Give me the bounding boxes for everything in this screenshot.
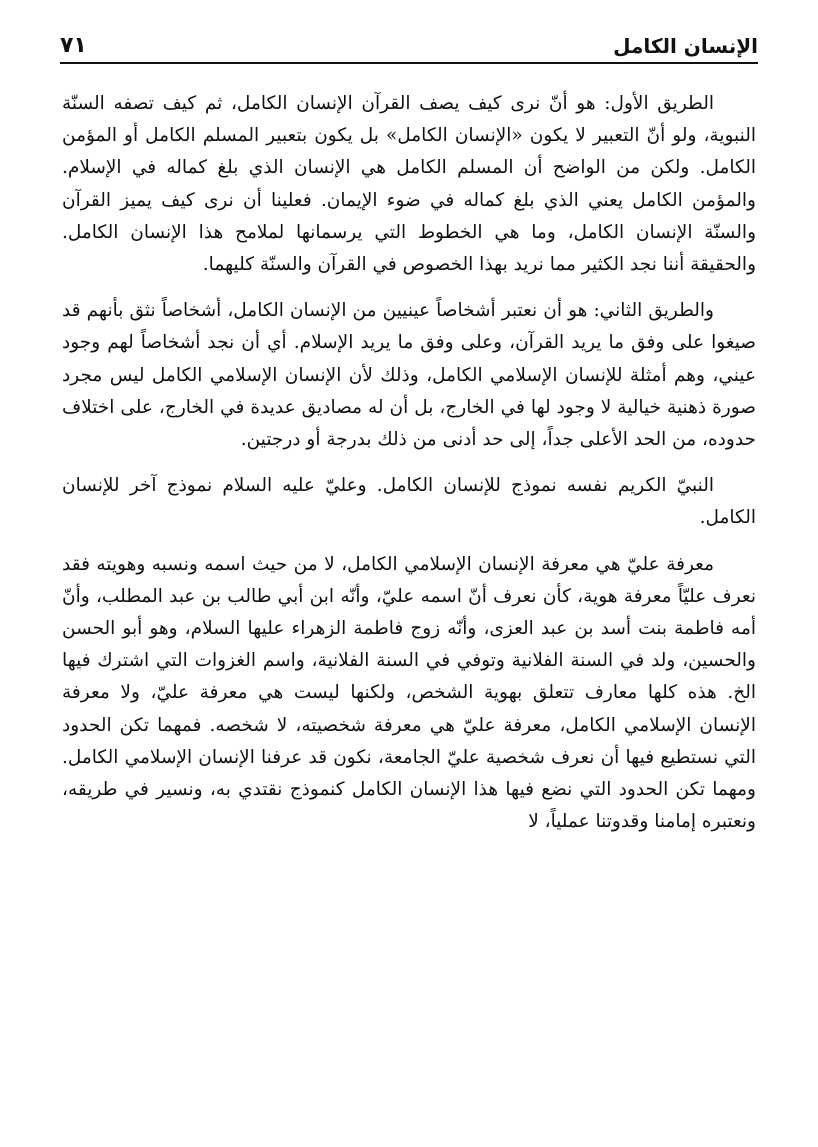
paragraph-first-path: الطريق الأول: هو أنّ نرى كيف يصف القرآن الإنسان الكامل، ثم كيف تصفه السنّة النبوية، ولو أنّ التعبير لا يكون «الإنسان الكامل» بل يكون بتعبير المسلم الكامل أو المؤمن الكامل. ولكن من الواضح أن المسلم الكامل هي الإنسان الذي بلغ كماله في الإسلام. والمؤمن الكامل يعني الذي بلغ كماله في ضوء الإيمان. فعلينا أن نرى كيف يميز القرآن والسنّة الإنسان الكامل، وما هي الخطوط التي يرسمانها لملامح هذا الإنسان الكامل. والحقيقة أننا نجد الكثير مما نريد بهذا الخصوص في القرآن والسنّة كليهما. — [62, 93, 756, 276]
paragraph-second-path: والطريق الثاني: هو أن نعتبر أشخاصاً عينيين من الإنسان الكامل، أشخاصاً نثق بأنهم قد صيغوا على وفق ما يريد القرآن، وعلى وفق ما يريد الإسلام. أي أن نجد أشخاصاً لهم وجود عيني، وهم أمثلة للإنسان الإسلامي الكامل، وذلك لأن الإنسان الإسلامي الكامل ليس مجرد صورة ذهنية خيالية لا وجود لها في الخارج، بل أن له مصاديق عديدة في الخارج، على اختلاف حدوده، من الحد الأعلى جداً، إلى حد أدنى من ذلك بدرجة أو درجتين. — [62, 300, 756, 451]
running-title: الإنسان الكامل — [613, 34, 758, 58]
paragraph-prophet-ali-models: النبيّ الكريم نفسه نموذج للإنسان الكامل. وعليّ عليه السلام نموذج آخر للإنسان الكامل. — [62, 475, 756, 529]
paragraph-knowing-ali: معرفة عليّ هي معرفة الإنسان الإسلامي الكامل، لا من حيث اسمه ونسبه وهويته فقد نعرف عليّاً معرفة هوية، كأن نعرف أنّ اسمه عليّ، وأنّه ابن أبي طالب بن عبد المطلب، وأنّ أمه فاطمة بنت أسد بن عبد العزى، وأنّه زوج فاطمة الزهراء عليها السلام، وهو أبو الحسن والحسين، ولد في السنة الفلانية وتوفي في السنة الفلانية، واسم الغزوات التي اشترك فيها الخ. هذه كلها معارف تتعلق بهوية الشخص، ولكنها ليست هي معرفة عليّ، ولا معرفة الإنسان الإسلامي الكامل، معرفة عليّ هي معرفة شخصيته، لا شخصه. فمهما تكن الحدود التي نستطيع فيها أن نعرف شخصية عليّ الجامعة، نكون قد عرفنا الإنسان الإسلامي الكامل. ومهما تكن الحدود التي نضع فيها هذا الإنسان الكامل كنموذج نقتدي به، ونسير في طريقه، ونعتبره إمامنا وقدوتنا عملياً، لا — [62, 553, 756, 833]
page-number: ٧١ — [60, 33, 87, 58]
body-text — [62, 88, 756, 838]
page-header — [60, 22, 758, 64]
